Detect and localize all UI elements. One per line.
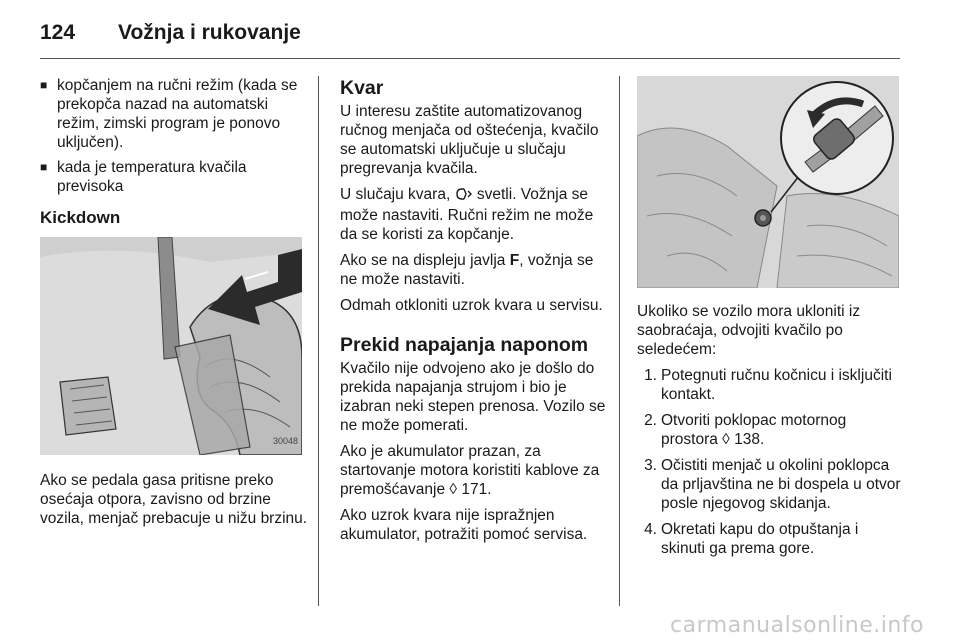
kvar-paragraph-4: Odmah otkloniti uzrok kvara u servisu. [340, 297, 603, 314]
prekid-heading: Prekid napajanja naponom [340, 334, 589, 356]
kickdown-paragraph: Ako se pedala gasa pritisne preko osećaja otpora, zavisno od brzine vozila, menjač prebacuje u nižu brzinu. [40, 472, 308, 527]
chapter-title: Vožnja i rukovanje [118, 21, 301, 44]
header-rule [40, 58, 900, 59]
list-item: ■ kada je temperatura kvačila previsoka [40, 158, 308, 196]
kvar-paragraph-2: U slučaju kvara, svetli. Vožnja se može nastaviti. Ručni režim ne može da se koristi za kopčanje. [340, 186, 594, 243]
step-list [637, 366, 903, 558]
list-item: 3. Očistiti menjač u okolini poklopca da prljavština ne bi dospela u otvor posle njegovog skidanja. [644, 457, 901, 512]
display-letter-f: F [509, 252, 520, 269]
image-code: 30048 [272, 436, 298, 446]
kickdown-heading: Kickdown [40, 208, 121, 227]
page-header [40, 16, 301, 50]
page-number: 124 [40, 21, 76, 44]
bullet-list [40, 76, 308, 196]
column-2 [340, 76, 606, 551]
column-divider-2 [619, 76, 620, 606]
clutch-warning-icon [455, 187, 473, 206]
list-item: ■ kopčanjem na ručni režim (kada se prekopča nazad na automatski režim, zimski program je ponovo uključen). [40, 76, 308, 152]
engine-clutch-image [637, 76, 899, 288]
column-3 [637, 76, 903, 565]
list-item: 2. Otvoriti poklopac motornog prostora ◊ 138. [644, 412, 847, 448]
kickdown-illustration [40, 237, 302, 455]
prekid-paragraph-2: Ako je akumulator prazan, za startovanje motora koristiti kablove za premošćavanje ◊ 171. [340, 443, 600, 498]
kvar-paragraph-3: Ako se na displeju javlja F, vožnja se ne može nastaviti. [340, 252, 594, 288]
prekid-paragraph-1: Kvačilo nije odvojeno ako je došlo do prekida napajanja strujom i bio je izabran neki stepen prenosa. Vozilo se ne može pomerati. [340, 360, 606, 434]
clutch-illustration [637, 76, 899, 288]
column-1 [40, 76, 308, 535]
list-item: 1. Potegnuti ručnu kočnicu i isključiti kontakt. [644, 367, 892, 403]
intro-paragraph: Ukoliko se vozilo mora ukloniti iz saobraćaja, odvojiti kvačilo po seledećem: [637, 303, 861, 358]
watermark: carmanualsonline.info [670, 613, 924, 638]
column-divider-1 [318, 76, 319, 606]
kvar-paragraph-1: U interesu zaštite automatizovanog ručnog menjača od oštećenja, kvačilo se automatski uključuje u slučaju pregrevanja kvačila. [340, 103, 599, 177]
pedal-foot-image [40, 237, 302, 455]
kvar-heading: Kvar [340, 77, 384, 99]
list-item: 4. Okretati kapu do otpuštanja i skinuti ga prema gore. [644, 521, 859, 557]
prekid-paragraph-3: Ako uzrok kvara nije ispražnjen akumulator, potražiti pomoć servisa. [340, 507, 588, 543]
